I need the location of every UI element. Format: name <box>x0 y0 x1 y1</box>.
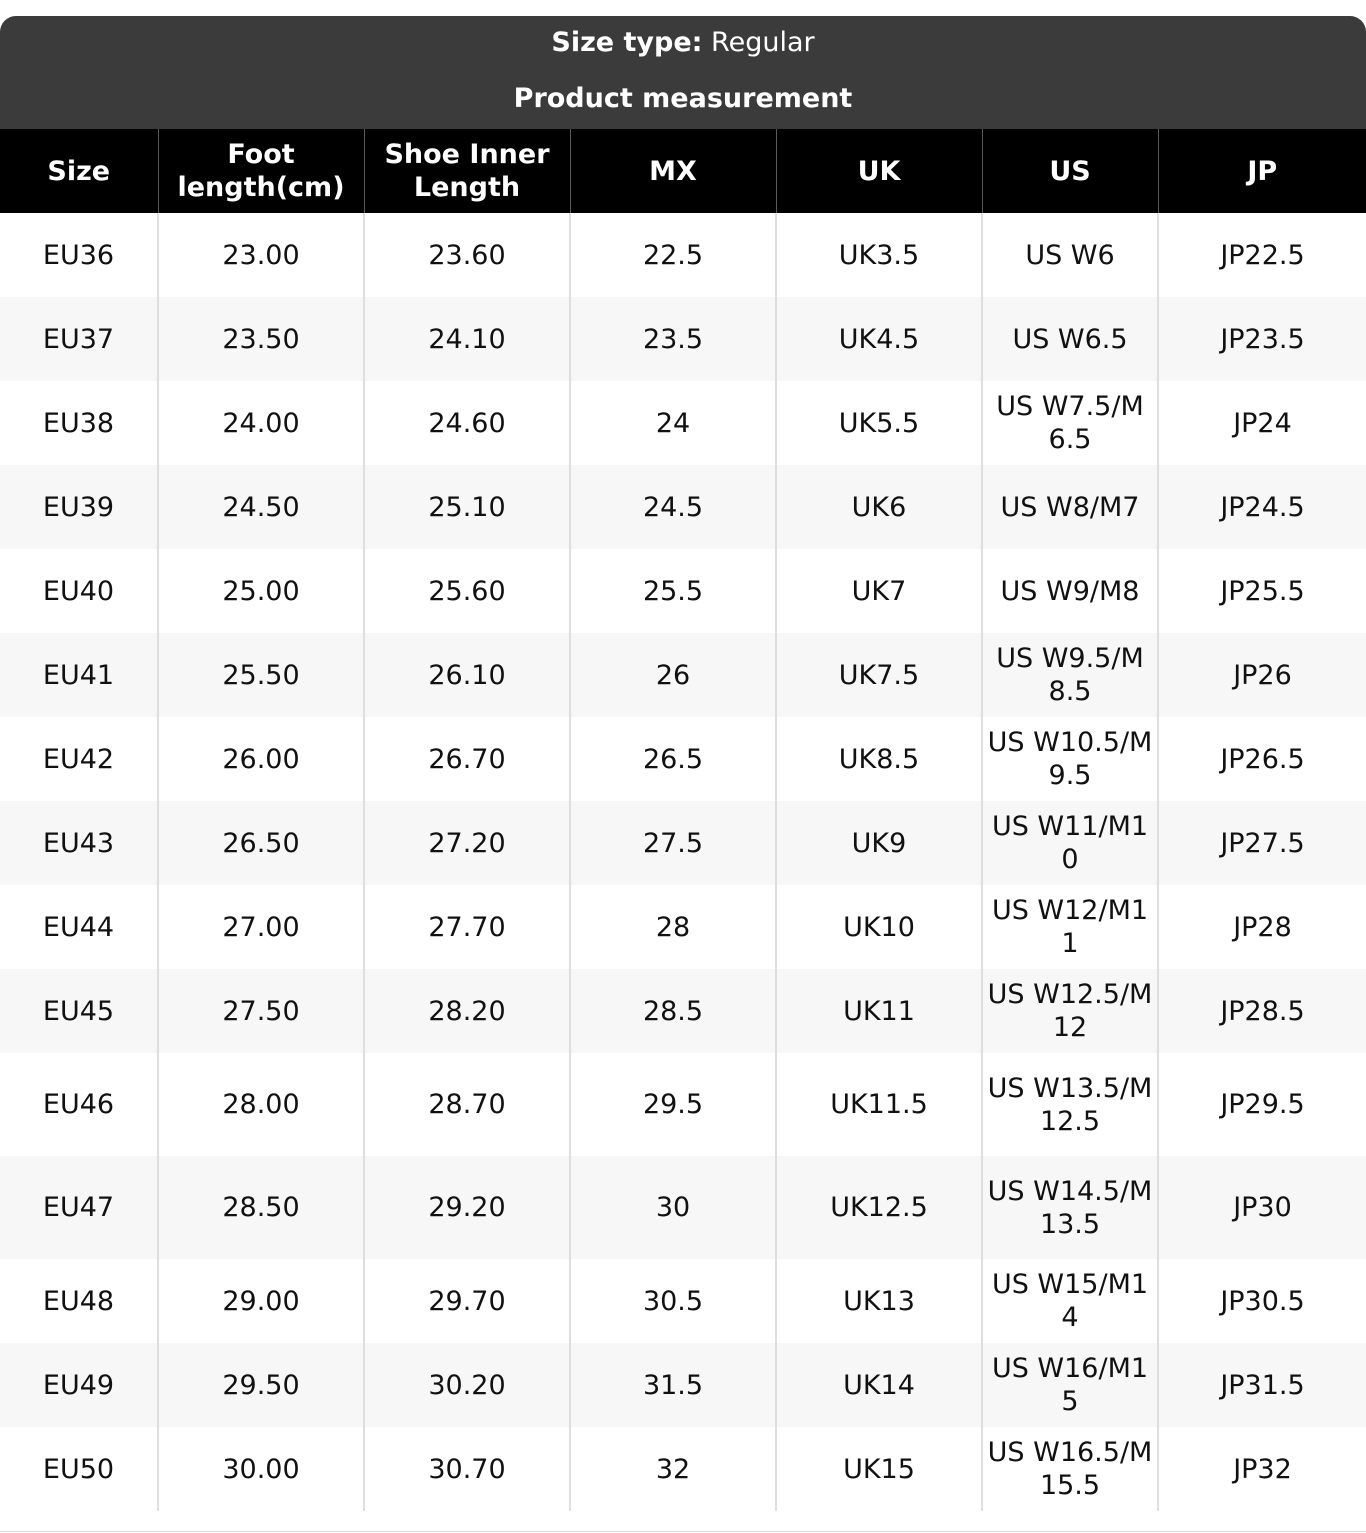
table-row <box>0 465 1366 549</box>
jp-cell: JP30.5 <box>1158 1259 1366 1343</box>
foot-length-cell: 28.50 <box>158 1156 364 1259</box>
mx-cell: 31.5 <box>570 1343 776 1427</box>
jp-cell: JP26.5 <box>1158 717 1366 801</box>
us-cell: US W10.5/M9.5 <box>982 717 1158 801</box>
size-cell: EU48 <box>0 1259 158 1343</box>
size-cell: EU49 <box>0 1343 158 1427</box>
table-row <box>0 1156 1366 1259</box>
foot-length-cell: 29.50 <box>158 1343 364 1427</box>
foot-length-cell: 30.00 <box>158 1427 364 1511</box>
mx-cell: 30.5 <box>570 1259 776 1343</box>
size-chart <box>0 16 1366 1532</box>
jp-cell: JP22.5 <box>1158 213 1366 297</box>
jp-cell: JP25.5 <box>1158 549 1366 633</box>
foot-length-cell: 23.00 <box>158 213 364 297</box>
inner-length-cell: 27.20 <box>364 801 570 885</box>
uk-cell: UK9 <box>776 801 982 885</box>
foot-length-cell: 26.50 <box>158 801 364 885</box>
header-foot-length: Foot length(cm) <box>158 129 364 213</box>
uk-cell: UK8.5 <box>776 717 982 801</box>
uk-cell: UK3.5 <box>776 213 982 297</box>
table-row <box>0 1053 1366 1156</box>
jp-cell: JP30 <box>1158 1156 1366 1259</box>
size-cell: EU45 <box>0 969 158 1053</box>
header-jp: JP <box>1158 129 1366 213</box>
jp-cell: JP23.5 <box>1158 297 1366 381</box>
mx-cell: 25.5 <box>570 549 776 633</box>
us-cell: US W15/M14 <box>982 1259 1158 1343</box>
uk-cell: UK10 <box>776 885 982 969</box>
inner-length-cell: 23.60 <box>364 213 570 297</box>
size-type-label: Size type: <box>551 27 703 58</box>
table-row <box>0 381 1366 465</box>
foot-length-cell: 23.50 <box>158 297 364 381</box>
size-cell: EU39 <box>0 465 158 549</box>
uk-cell: UK14 <box>776 1343 982 1427</box>
size-cell: EU46 <box>0 1053 158 1156</box>
size-cell: EU41 <box>0 633 158 717</box>
uk-cell: UK6 <box>776 465 982 549</box>
mx-cell: 29.5 <box>570 1053 776 1156</box>
inner-length-cell: 25.60 <box>364 549 570 633</box>
mx-cell: 26.5 <box>570 717 776 801</box>
jp-cell: JP28 <box>1158 885 1366 969</box>
inner-length-cell: 24.10 <box>364 297 570 381</box>
us-cell: US W6.5 <box>982 297 1158 381</box>
size-cell: EU37 <box>0 297 158 381</box>
inner-length-cell: 25.10 <box>364 465 570 549</box>
mx-cell: 30 <box>570 1156 776 1259</box>
table-row <box>0 969 1366 1053</box>
jp-cell: JP29.5 <box>1158 1053 1366 1156</box>
table-row <box>0 213 1366 297</box>
size-table <box>0 129 1366 1511</box>
header-mx: MX <box>570 129 776 213</box>
jp-cell: JP32 <box>1158 1427 1366 1511</box>
inner-length-cell: 29.70 <box>364 1259 570 1343</box>
foot-length-cell: 28.00 <box>158 1053 364 1156</box>
inner-length-cell: 24.60 <box>364 381 570 465</box>
mx-cell: 28.5 <box>570 969 776 1053</box>
size-chart-banner <box>0 16 1366 129</box>
us-cell: US W9/M8 <box>982 549 1158 633</box>
foot-length-cell: 27.50 <box>158 969 364 1053</box>
jp-cell: JP26 <box>1158 633 1366 717</box>
size-type-line <box>0 26 1366 60</box>
table-row <box>0 717 1366 801</box>
jp-cell: JP31.5 <box>1158 1343 1366 1427</box>
table-row <box>0 297 1366 381</box>
mx-cell: 28 <box>570 885 776 969</box>
us-cell: US W9.5/M8.5 <box>982 633 1158 717</box>
us-cell: US W8/M7 <box>982 465 1158 549</box>
table-row <box>0 549 1366 633</box>
size-cell: EU50 <box>0 1427 158 1511</box>
size-cell: EU43 <box>0 801 158 885</box>
us-cell: US W12/M11 <box>982 885 1158 969</box>
jp-cell: JP28.5 <box>1158 969 1366 1053</box>
foot-length-cell: 24.50 <box>158 465 364 549</box>
header-size: Size <box>0 129 158 213</box>
us-cell: US W11/M10 <box>982 801 1158 885</box>
uk-cell: UK15 <box>776 1427 982 1511</box>
foot-length-cell: 27.00 <box>158 885 364 969</box>
jp-cell: JP27.5 <box>1158 801 1366 885</box>
size-table-body <box>0 213 1366 1511</box>
table-row <box>0 633 1366 717</box>
mx-cell: 32 <box>570 1427 776 1511</box>
inner-length-cell: 30.70 <box>364 1427 570 1511</box>
inner-length-cell: 29.20 <box>364 1156 570 1259</box>
uk-cell: UK7.5 <box>776 633 982 717</box>
inner-length-cell: 30.20 <box>364 1343 570 1427</box>
size-cell: EU38 <box>0 381 158 465</box>
table-row <box>0 885 1366 969</box>
uk-cell: UK13 <box>776 1259 982 1343</box>
mx-cell: 27.5 <box>570 801 776 885</box>
uk-cell: UK5.5 <box>776 381 982 465</box>
mx-cell: 26 <box>570 633 776 717</box>
uk-cell: UK4.5 <box>776 297 982 381</box>
inner-length-cell: 28.20 <box>364 969 570 1053</box>
header-shoe-inner-length: Shoe Inner Length <box>364 129 570 213</box>
jp-cell: JP24 <box>1158 381 1366 465</box>
us-cell: US W16/M15 <box>982 1343 1158 1427</box>
header-row <box>0 129 1366 213</box>
foot-length-cell: 25.00 <box>158 549 364 633</box>
size-cell: EU44 <box>0 885 158 969</box>
us-cell: US W13.5/M12.5 <box>982 1053 1158 1156</box>
foot-length-cell: 24.00 <box>158 381 364 465</box>
product-measurement-title: Product measurement <box>513 83 853 114</box>
table-row <box>0 801 1366 885</box>
uk-cell: UK7 <box>776 549 982 633</box>
uk-cell: UK11.5 <box>776 1053 982 1156</box>
table-row <box>0 1343 1366 1427</box>
foot-length-cell: 25.50 <box>158 633 364 717</box>
uk-cell: UK12.5 <box>776 1156 982 1259</box>
us-cell: US W12.5/M12 <box>982 969 1158 1053</box>
size-table-header <box>0 129 1366 213</box>
foot-length-cell: 26.00 <box>158 717 364 801</box>
size-type-value: Regular <box>702 27 815 58</box>
size-cell: EU40 <box>0 549 158 633</box>
header-uk: UK <box>776 129 982 213</box>
mx-cell: 24.5 <box>570 465 776 549</box>
jp-cell: JP24.5 <box>1158 465 1366 549</box>
inner-length-cell: 26.10 <box>364 633 570 717</box>
uk-cell: UK11 <box>776 969 982 1053</box>
us-cell: US W16.5/M15.5 <box>982 1427 1158 1511</box>
us-cell: US W7.5/M6.5 <box>982 381 1158 465</box>
foot-length-cell: 29.00 <box>158 1259 364 1343</box>
table-row <box>0 1259 1366 1343</box>
header-us: US <box>982 129 1158 213</box>
size-cell: EU42 <box>0 717 158 801</box>
inner-length-cell: 28.70 <box>364 1053 570 1156</box>
mx-cell: 23.5 <box>570 297 776 381</box>
us-cell: US W14.5/M13.5 <box>982 1156 1158 1259</box>
mx-cell: 24 <box>570 381 776 465</box>
us-cell: US W6 <box>982 213 1158 297</box>
inner-length-cell: 27.70 <box>364 885 570 969</box>
size-cell: EU36 <box>0 213 158 297</box>
table-row <box>0 1427 1366 1511</box>
size-cell: EU47 <box>0 1156 158 1259</box>
inner-length-cell: 26.70 <box>364 717 570 801</box>
mx-cell: 22.5 <box>570 213 776 297</box>
